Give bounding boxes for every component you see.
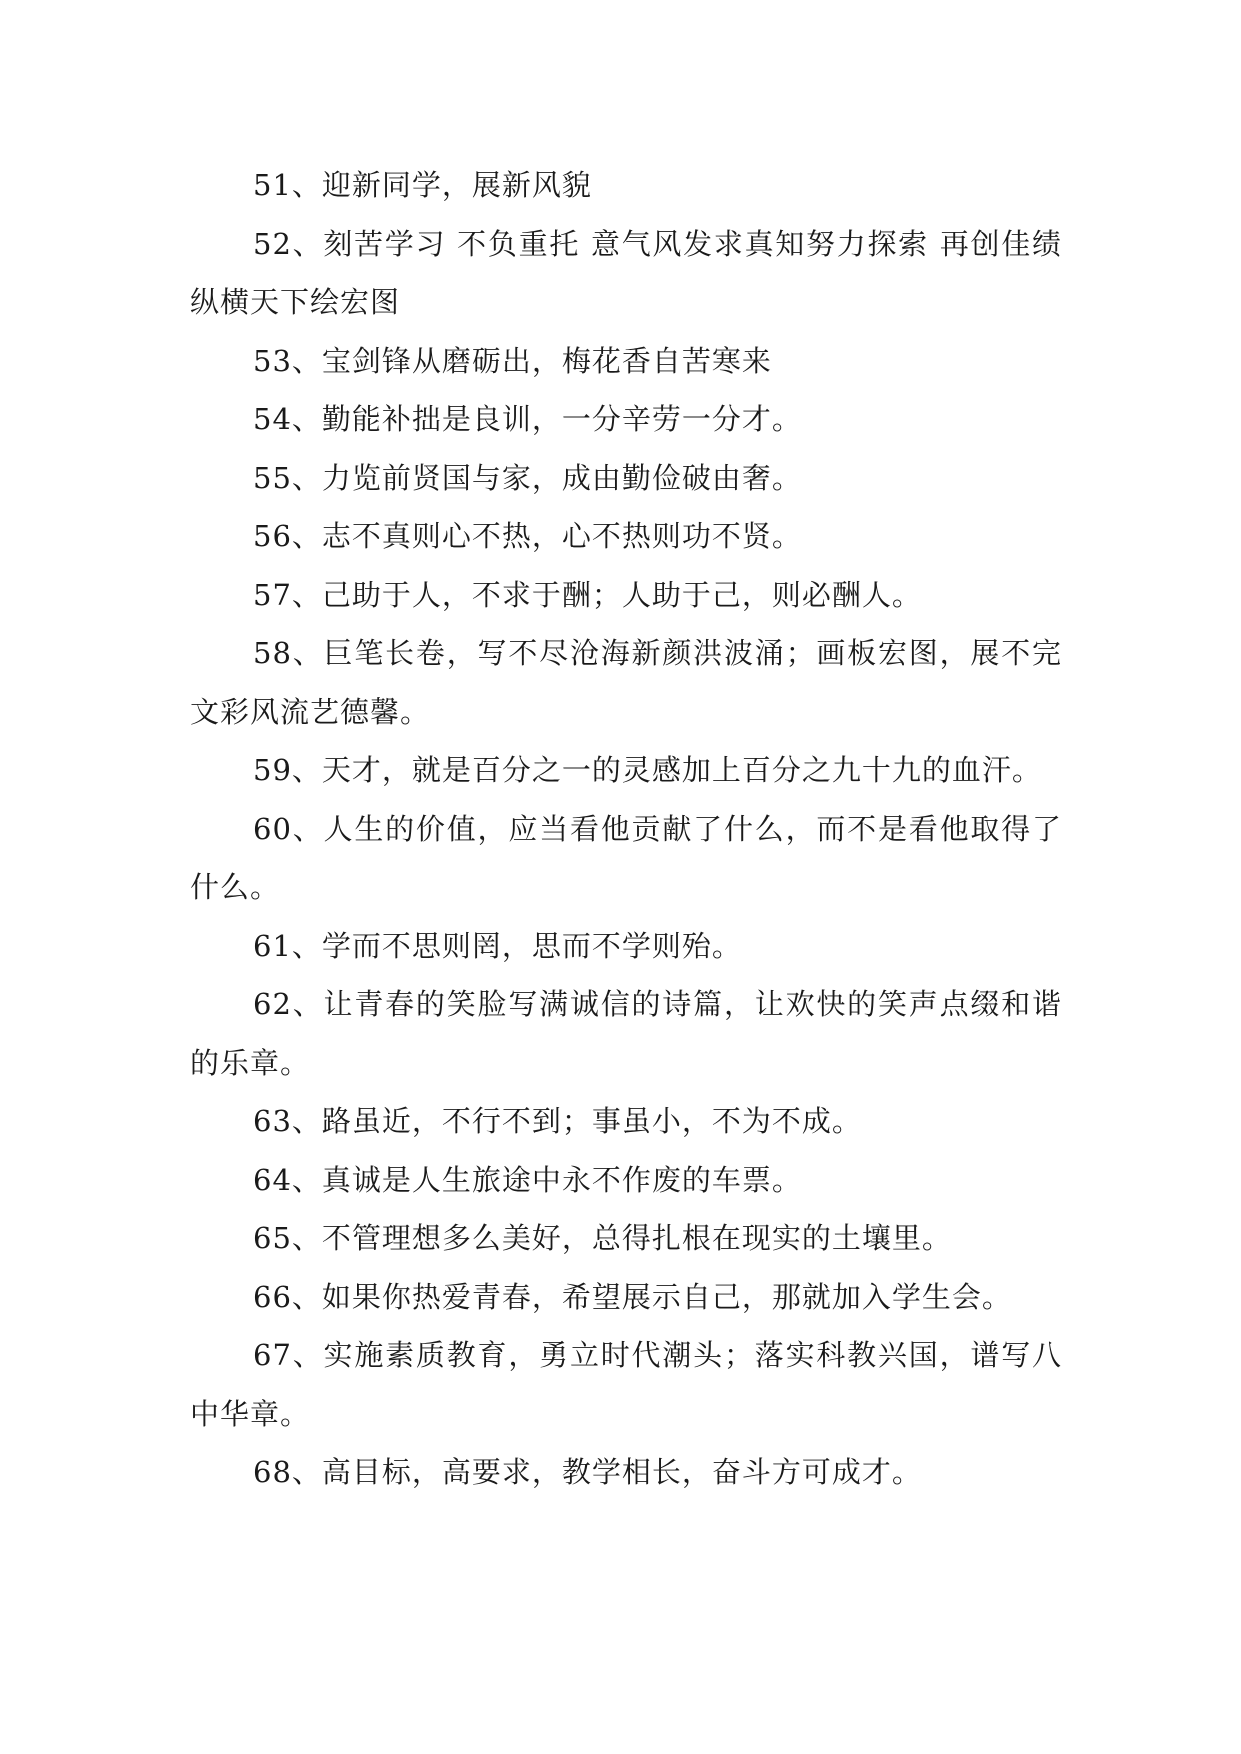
slogan-item: 67、实施素质教育，勇立时代潮头；落实科教兴国，谱写八中华章。	[190, 1338, 1062, 1431]
slogan-item: 53、宝剑锋从磨砺出，梅花香自苦寒来	[253, 343, 772, 378]
slogan-item: 55、力览前贤国与家，成由勤俭破由奢。	[253, 460, 802, 495]
slogan-item: 61、学而不思则罔，思而不学则殆。	[253, 928, 742, 963]
slogan-item: 62、让青春的笑脸写满诚信的诗篇，让欢快的笑声点缀和谐的乐章。	[190, 987, 1062, 1080]
slogan-item: 60、人生的价值，应当看他贡献了什么，而不是看他取得了什么。	[190, 811, 1062, 904]
slogan-item: 63、路虽近，不行不到；事虽小，不为不成。	[253, 1104, 862, 1138]
slogan-item: 57、己助于人，不求于酬；人助于己，则必酬人。	[253, 577, 922, 612]
slogan-item: 65、不管理想多么美好，总得扎根在现实的土壤里。	[253, 1221, 952, 1255]
slogan-list	[190, 156, 1062, 1502]
slogan-item: 66、如果你热爱青春，希望展示自己，那就加入学生会。	[253, 1279, 1012, 1314]
slogan-item: 54、勤能补拙是良训，一分辛劳一分才。	[253, 402, 802, 436]
slogan-item: 52、刻苦学习 不负重托 意气风发求真知努力探索 再创佳绩 纵横天下绘宏图	[190, 226, 1062, 319]
slogan-item: 58、巨笔长卷，写不尽沧海新颜洪波涌；画板宏图，展不完文彩风流艺德馨。	[190, 636, 1062, 729]
slogan-item: 64、真诚是人生旅途中永不作废的车票。	[253, 1162, 802, 1197]
slogan-item: 68、高目标，高要求，教学相长，奋斗方可成才。	[253, 1455, 922, 1489]
slogan-item: 56、志不真则心不热，心不热则功不贤。	[253, 519, 802, 553]
slogan-item: 51、迎新同学，展新风貌	[253, 168, 592, 202]
slogan-item: 59、天才，就是百分之一的灵感加上百分之九十九的血汗。	[253, 753, 1042, 787]
